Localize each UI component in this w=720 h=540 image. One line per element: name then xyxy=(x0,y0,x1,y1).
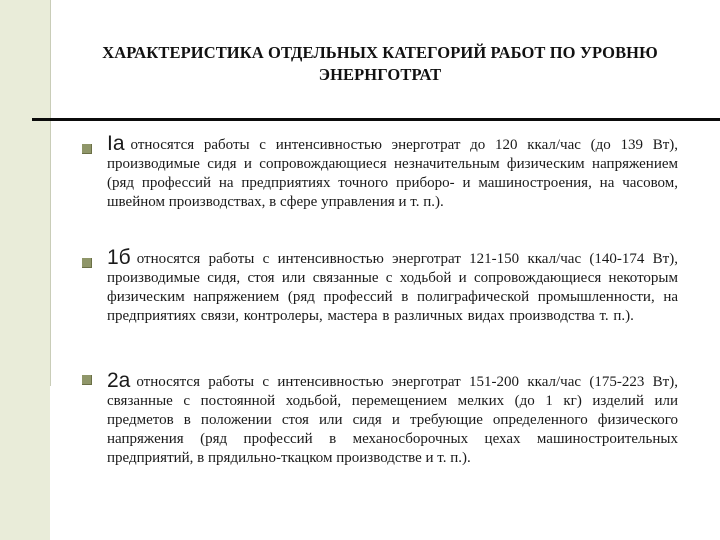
bullet-square-icon xyxy=(82,258,92,268)
left-accent-band xyxy=(0,0,50,540)
list-item xyxy=(107,133,678,212)
category-code: 1б xyxy=(107,246,131,269)
list-item xyxy=(107,247,678,326)
category-code: 2а xyxy=(107,369,131,392)
header-divider-tick xyxy=(50,0,51,118)
list-item xyxy=(107,370,678,468)
page-title: ХАРАКТЕРИСТИКА ОТДЕЛЬНЫХ КАТЕГОРИЙ РАБОТ ПО УРОВНЮ ЭНЕРНГОТРАТ xyxy=(102,43,658,84)
category-description: относятся работы с интенсивностью энерготрат 151-200 ккал/час (175-223 Вт), связанные с постоянной ходьбой, перемещением мелких (до 1 кг) изделий или предметов в положении стоя или сидя и требующие определенного физического напряжения (ряд профессий в механосборочных цехах машиностроительных предприятий, в прядильно-ткацком производстве и т. п.). xyxy=(107,374,678,466)
bullet-square-icon xyxy=(82,144,92,154)
category-code: Iа xyxy=(107,132,125,155)
body-divider-line xyxy=(50,121,51,386)
category-description: относятся работы с интенсивностью энерготрат до 120 ккал/час (до 139 Вт), производимые сидя и сопровождающиеся незначительным физическим напряжением (ряд профессий на предприятиях точного приборо- и машиностроения, на часовом, швейном производствах, в сфере управления и т. п.). xyxy=(107,137,678,210)
bullet-square-icon xyxy=(82,375,92,385)
category-description: относятся работы с интенсивностью энерготрат 121-150 ккал/час (140-174 Вт), производимые сидя, стоя или связанные с ходьбой и сопровождающиеся некоторым физическим напряжением (ряд профессий в полиграфической промышленности, на предприятиях связи, контролеры, мастера в различных видах производства т. п.). xyxy=(107,251,678,324)
title-rule xyxy=(32,118,720,121)
